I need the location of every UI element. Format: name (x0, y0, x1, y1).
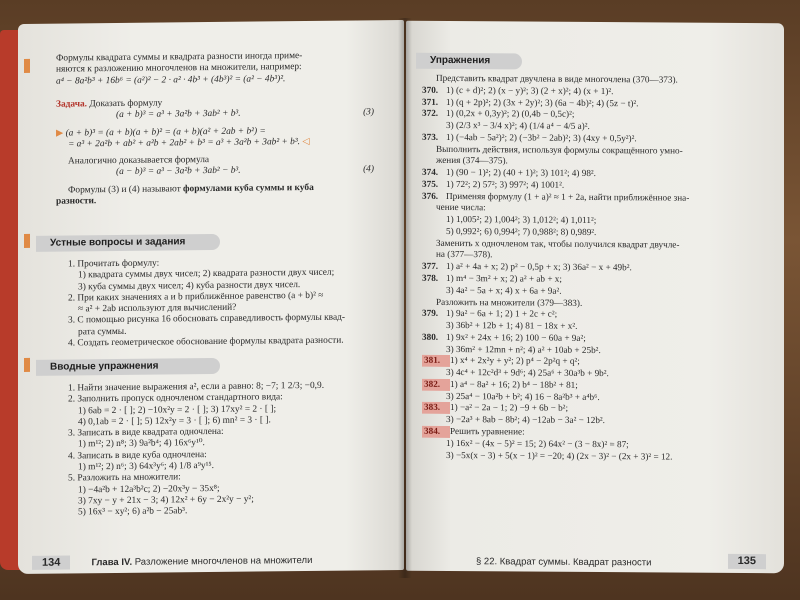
exercise-number: 384. (422, 426, 450, 438)
exercise-number: 376. (422, 190, 439, 201)
task-text: Доказать формулу (89, 98, 163, 110)
oral-item: 3. С помощью рисунка 16 обосновать справедливость формулы квад- (68, 313, 346, 326)
exercise-row (422, 449, 770, 463)
exercise-text: Применяя формулу (1 + a)² ≈ 1 + 2a, найти приближённое зна- (446, 190, 690, 203)
exercises-title: Упражнения (416, 53, 522, 70)
exercise-text: 3) (2/3 x³ − 3/4 x)²; 4) (1/4 a⁴ − 4/5 a)². (446, 120, 590, 132)
exercise-text: 3) −2a³ + 8ab − 8b²; 4) −12ab − 3a² − 12b². (446, 414, 605, 426)
exercise-text: 1) 9a² − 6a + 1; 2) 1 + 2c + c²; (446, 308, 558, 320)
exercise-text: 1) m⁴ − 3m² + x; 2) a² + ab + x; (446, 272, 562, 284)
formula-4-number: (4) (363, 164, 374, 175)
exercise-text: 1) (90 − 1)²; 2) (40 + 1)²; 3) 101²; 4) 98². (446, 167, 596, 179)
oral-questions (56, 256, 394, 350)
oral-item: 4. Создать геометрическое обоснование формулы квадрата разности. (68, 335, 344, 349)
footer-section: § 22. Квадрат суммы. Квадрат разности (476, 555, 652, 569)
exercise-text: 3) 36m² + 12mn + n²; 4) a² + 10ab + 25b². (446, 343, 601, 355)
exercise-number: 373. (422, 131, 439, 142)
task-block (56, 96, 394, 208)
oral-section-title: Устные вопросы и задания (36, 234, 220, 252)
left-footer (32, 554, 312, 570)
intro-exercises-title: Вводные упражнения (36, 358, 220, 376)
proof-end-icon: ◁ (302, 136, 310, 147)
exercise-line: 5) 16x³ − xy²; 6) a²b − 25ab³. (78, 506, 188, 518)
oral-item: рата суммы. (78, 326, 127, 338)
exercise-line: 5. Разложить на множители: (68, 472, 181, 484)
exercise-number: 372. (422, 108, 439, 119)
exercise-text: 3) 25a⁴ − 10a²b + b²; 4) 16 − 8a²b³ + a⁴b⁶. (446, 390, 600, 402)
similar-text: Аналогично доказывается формула (68, 155, 210, 167)
exercise-number: 383. (422, 402, 450, 414)
exercise-number: 378. (422, 272, 439, 283)
exercise-text: чение числа: (436, 202, 486, 213)
exercises-list (422, 73, 770, 464)
proof-line: = a³ + 2a²b + ab² + a²b + 2ab² + b³ = a³ + 3a²b + 3ab² + b³. (68, 136, 300, 150)
exercise-number: 382. (422, 379, 450, 391)
task-label: Задача. (56, 99, 88, 110)
orange-margin-marker (24, 358, 30, 372)
book-cover-edge (0, 30, 20, 570)
exercise-text: 1) 1,005²; 2) 1,004²; 3) 1,012²; 4) 1,011²; (446, 214, 597, 226)
intro-line: няются к разложению многочленов на множители, например: (56, 62, 302, 75)
oral-item: 1. Прочитать формулу: (68, 258, 160, 270)
exercise-text: 1) −a² − 2a − 1; 2) −9 + 6b − b²; (450, 402, 568, 414)
exercise-number: 381. (422, 355, 450, 367)
exercise-text: 1) 72²; 2) 57²; 3) 997²; 4) 1001². (446, 178, 565, 190)
exercise-text: 3) 36b² + 12b + 1; 4) 81 − 18x + x². (446, 320, 578, 331)
exercise-text: 3) 4c⁴ + 12c²d³ + 9d⁶; 4) 25a⁶ + 30a³b + 9b². (446, 367, 609, 379)
exercise-text: 1) (0,2x + 0,3y)²; 2) (0,4b − 0,5c)²; (446, 108, 575, 120)
footer-chapter: Глава IV. (91, 556, 133, 569)
exercise-number: 377. (422, 261, 439, 272)
exercise-text: 1) a² + 4a + x; 2) p² − 0,5p + x; 3) 36a² − x + 49b². (446, 261, 632, 273)
cube-note-end: разности. (56, 196, 97, 207)
proof-line: (a + b)³ = (a + b)(a + b)² = (a + b)(a² + 2ab + b²) = (65, 125, 266, 139)
proof-start-icon: ▶ (56, 128, 64, 139)
exercise-text: Выполнить действия, используя формулы сокращённого умно- (436, 143, 683, 156)
right-footer (476, 556, 774, 569)
exercise-text: жения (374—375). (436, 155, 508, 166)
intro-line: Формулы квадрата суммы и квадрата разности иногда приме- (56, 51, 303, 64)
exercise-text: 1) (−4ab − 5a²)²; 2) (−3b² − 2ab)²; 3) (4xy + 0,5y²)². (446, 131, 637, 144)
cube-note-bold: формулами куба суммы и куба (183, 182, 314, 194)
exercise-text: Представить квадрат двучлена в виде многочлена (370—373). (436, 72, 678, 85)
exercise-text: Разложить на множители (379—383). (436, 296, 583, 308)
book-gutter (398, 18, 412, 578)
exercise-text: 1) (c + d)²; 2) (x − y)²; 3) (2 + x)²; 4) (x + 1)². (446, 84, 614, 96)
exercise-number: 380. (422, 331, 439, 342)
oral-item: ≈ a² + 2ab используют для вычислений? (78, 302, 237, 315)
exercise-text: 1) a⁴ − 8a² + 16; 2) b⁴ − 18b² + 81; (450, 378, 578, 390)
oral-item: 3) куба суммы двух чисел; 4) куба разности двух чисел. (78, 279, 301, 292)
exercise-line: 4) 0,1ab = 2 · [ ]; 5) 12x²y = 3 · [ ]; 6) mn² = 3 · [ ]. (78, 415, 271, 428)
exercise-line: 1) m¹²; 2) n⁶; 3) 64x³y⁶; 4) 1/8 a⁹y¹⁵. (78, 460, 215, 473)
exercise-text: на (377—378). (436, 249, 493, 260)
exercise-text: 1) 16x² − (4x − 5)² = 15; 2) 64x² − (3 − 8x)² = 87; (446, 437, 629, 449)
oral-item: 2. При каких значениях a и b приближённое равенство (a + b)² ≈ (68, 290, 324, 304)
exercise-number: 379. (422, 308, 439, 319)
exercise-line: 1. Найти значение выражения a², если a равно: 8; −7; 1 2/3; −0,9. (68, 380, 325, 394)
page-number: 134 (32, 555, 70, 569)
exercise-text: 1) (q + 2p)²; 2) (3x + 2y)²; 3) (6a − 4b)²; 4) (5z − t)². (446, 96, 639, 108)
exercise-number: 370. (422, 84, 439, 95)
exercise-line: 1) 6ab = 2 · [ ]; 2) −10x²y = 2 · [ ]; 3) 17xy² = 2 · [ ]; (78, 403, 277, 416)
exercise-text: 1) x⁴ + 2x²y + y²; 2) p⁴ − 2p²q + q²; (450, 355, 580, 367)
formula-3: (a + b)³ = a³ + 3a²b + 3ab² + b³. (116, 108, 241, 121)
cube-note: Формулы (3) и (4) называют (68, 184, 181, 196)
intro-text (56, 50, 394, 87)
page-number: 135 (728, 554, 766, 569)
exercise-text: 5) 0,992²; 6) 0,994²; 7) 0,988²; 8) 0,989². (446, 225, 597, 237)
exercise-line: 1) m¹²; 2) n⁸; 3) 9a²b⁴; 4) 16x⁶y¹⁰. (78, 438, 205, 450)
oral-item: 1) квадрата суммы двух чисел; 2) квадрата разности двух чисел; (78, 267, 335, 281)
exercise-number: 371. (422, 96, 439, 107)
right-page (406, 21, 784, 574)
orange-margin-marker (24, 234, 30, 248)
exercise-line: 3. Записать в виде квадрата одночлена: (68, 426, 224, 439)
exercise-text: 1) 9x² + 24x + 16; 2) 100 − 60a + 9a²; (446, 331, 586, 343)
exercise-line: 1) −4a²b + 12a³b²c; 2) −20x³y − 35x⁸; (78, 483, 220, 495)
exercise-text: 3) −5x(x − 3) + 5(x − 1)² = −20; 4) (2x − 3)² − (2x + 3)² = 12. (446, 449, 673, 462)
exercise-number: 374. (422, 166, 439, 178)
footer-title: Разложение многочленов на множители (134, 554, 313, 568)
formula-3-number: (3) (363, 107, 374, 118)
intro-exercises (56, 380, 394, 519)
exercise-line: 2. Заполнить пропуск одночленом стандартного вида: (68, 392, 283, 405)
exercise-text: 3) 4a² − 5a + x; 4) x + 6a + 9a². (446, 284, 562, 296)
intro-formula: a⁴ − 8a²b³ + 16b⁶ = (a²)² − 2 · a² · 4b³ + (4b³)² = (a² − 4b³)². (56, 73, 286, 87)
orange-margin-marker (24, 59, 30, 73)
formula-4: (a − b)³ = a³ − 3a²b + 3ab² − b³. (116, 166, 241, 178)
exercise-text: Решить уравнение: (450, 425, 525, 437)
exercise-line: 3) 7xy − y + 21x − 3; 4) 12x² + 6y − 2x²y − y²; (78, 494, 254, 507)
exercise-text: Заменить x одночленом так, чтобы получился квадрат двучле- (436, 237, 680, 250)
left-page (18, 20, 404, 574)
exercise-line: 4. Записать в виде куба одночлена: (68, 449, 207, 462)
exercise-number: 375. (422, 178, 439, 189)
